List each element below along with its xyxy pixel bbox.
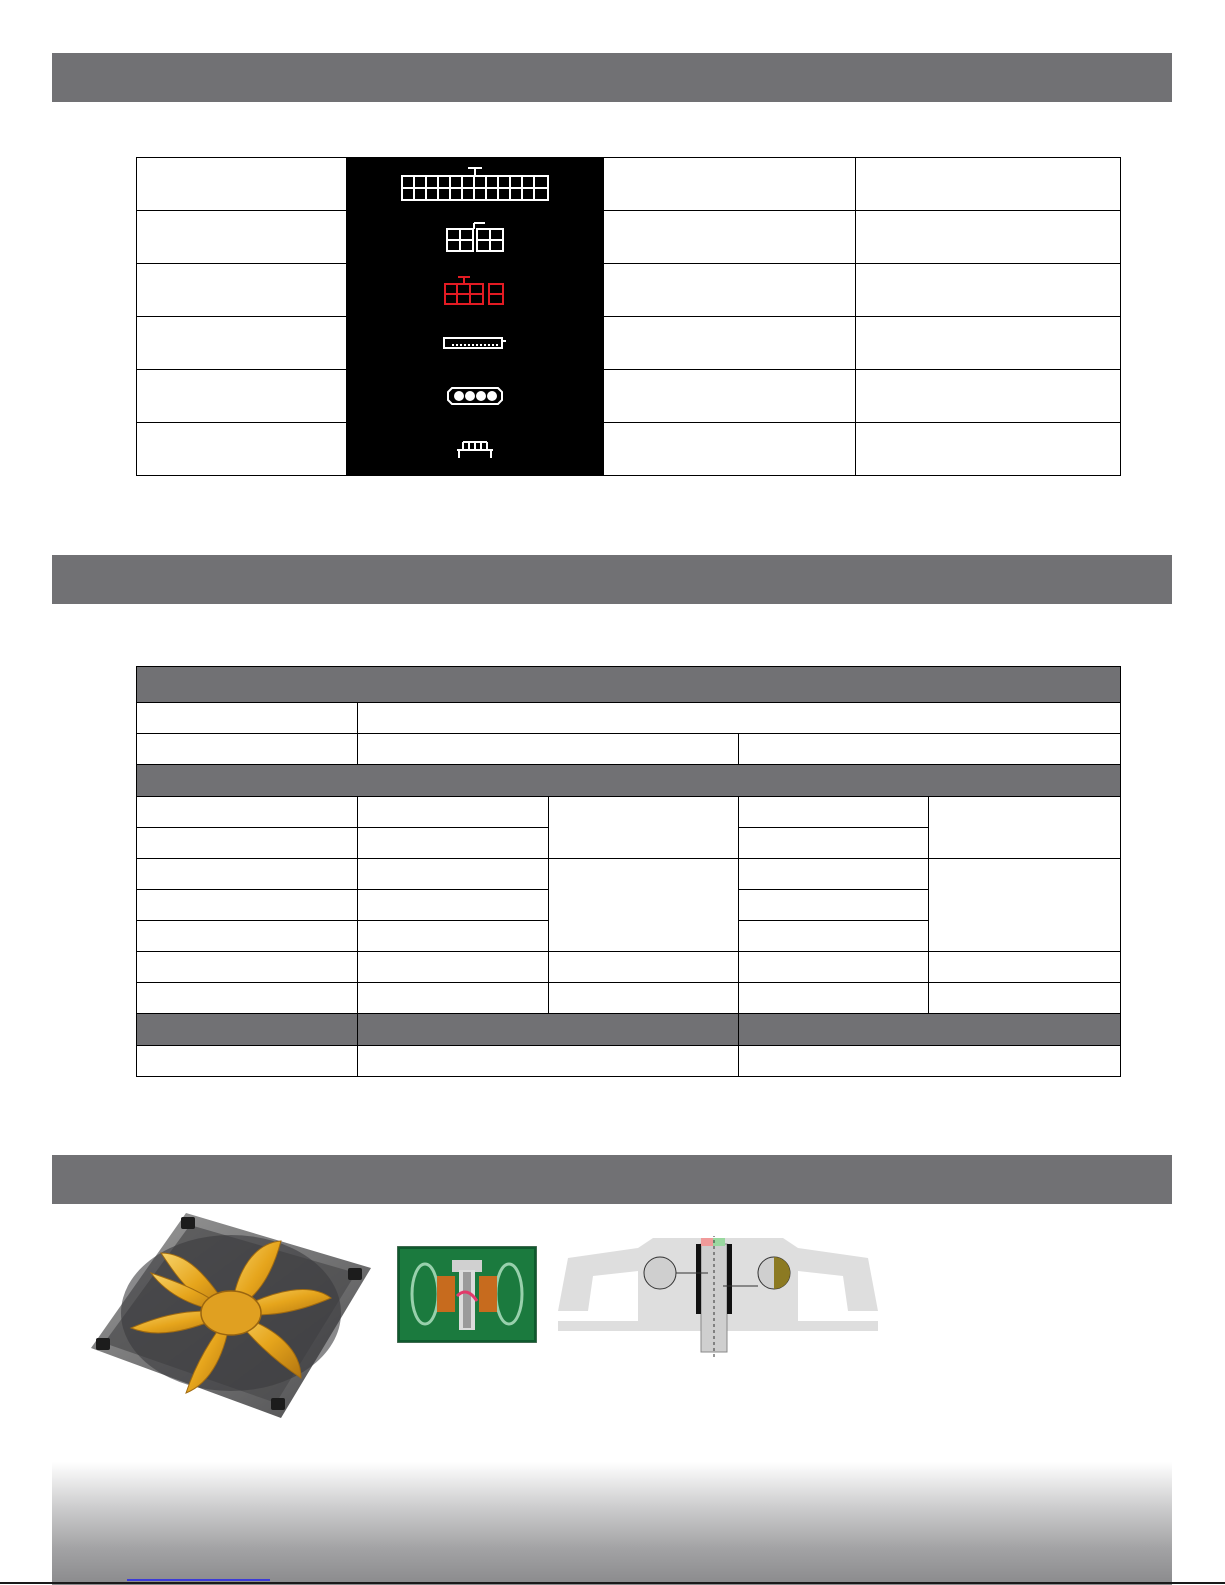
connector-col3	[604, 370, 856, 423]
spec-value	[929, 952, 1121, 983]
fluid-dynamic-bearing-image	[397, 1246, 537, 1343]
spec-label	[137, 983, 358, 1014]
connectors-section-title	[52, 66, 72, 88]
spec-label	[137, 828, 358, 859]
connector-name	[137, 423, 347, 476]
connector-name	[137, 158, 347, 211]
spec-value	[358, 952, 549, 983]
connector-name	[137, 211, 347, 264]
spec-value	[549, 952, 739, 983]
spec-value	[929, 983, 1121, 1014]
pcie-6plus2-connector-icon	[347, 264, 604, 317]
spec-value	[549, 859, 739, 952]
spec-value	[739, 1046, 1121, 1077]
spec-value	[739, 797, 929, 828]
connector-col3	[604, 317, 856, 370]
spec-value	[358, 890, 549, 921]
spec-value	[929, 859, 1121, 952]
spec-label	[137, 890, 358, 921]
spec-value	[358, 797, 549, 828]
connector-name	[137, 317, 347, 370]
connector-col4	[856, 264, 1121, 317]
spec-value	[358, 828, 549, 859]
spec-subheader	[137, 765, 1121, 797]
connector-col3	[604, 158, 856, 211]
connector-col3	[604, 264, 856, 317]
spec-value	[739, 828, 929, 859]
spec-value	[739, 890, 929, 921]
spec-label	[137, 952, 358, 983]
connector-col4	[856, 317, 1121, 370]
spec-value	[739, 983, 929, 1014]
connector-row	[137, 158, 1121, 211]
connector-col4	[856, 423, 1121, 476]
features-section-title	[52, 1168, 72, 1190]
spec-value	[739, 859, 929, 890]
footer-divider	[0, 1582, 1225, 1584]
spec-value	[929, 797, 1121, 859]
connectors-section-bar	[52, 53, 1172, 102]
specifications-section-bar	[52, 555, 1172, 604]
connector-col3	[604, 423, 856, 476]
spec-subheader	[739, 1014, 1121, 1046]
connector-col4	[856, 370, 1121, 423]
connector-col4	[856, 211, 1121, 264]
spec-label	[137, 921, 358, 952]
spec-value	[358, 703, 1121, 734]
spec-value	[549, 983, 739, 1014]
spec-label	[137, 859, 358, 890]
spec-value	[358, 1046, 739, 1077]
connector-table	[136, 157, 1121, 476]
spec-subheader	[137, 1014, 358, 1046]
connector-row	[137, 264, 1121, 317]
spec-value	[358, 859, 549, 890]
sata-connector-icon	[347, 317, 604, 370]
spec-label	[137, 734, 358, 765]
specifications-section-title	[52, 568, 72, 590]
spec-value	[739, 734, 1121, 765]
gold-blade-fan-image	[86, 1213, 376, 1418]
spec-label	[137, 797, 358, 828]
connector-col3	[604, 211, 856, 264]
features-section-bar	[52, 1155, 1172, 1204]
connector-row	[137, 211, 1121, 264]
molex-4pin-connector-icon	[347, 370, 604, 423]
specification-table	[136, 666, 1121, 1077]
connector-row	[137, 370, 1121, 423]
spec-value	[358, 921, 549, 952]
connector-col4	[856, 158, 1121, 211]
connector-row	[137, 423, 1121, 476]
connector-name	[137, 370, 347, 423]
bearing-shaft-diagram-image	[558, 1236, 878, 1360]
spec-subheader	[358, 1014, 739, 1046]
connector-name	[137, 264, 347, 317]
spec-value	[358, 734, 739, 765]
spec-value	[739, 952, 929, 983]
footer-link[interactable]	[127, 1579, 270, 1581]
spec-value	[358, 983, 549, 1014]
footer-gradient	[52, 1462, 1172, 1585]
spec-label	[137, 1046, 358, 1077]
spec-value	[549, 797, 739, 859]
floppy-connector-icon	[347, 423, 604, 476]
eps-8pin-connector-icon	[347, 211, 604, 264]
connector-row	[137, 317, 1121, 370]
spec-label	[137, 703, 358, 734]
spec-header	[137, 667, 1121, 703]
spec-value	[739, 921, 929, 952]
atx-24pin-connector-icon	[347, 158, 604, 211]
